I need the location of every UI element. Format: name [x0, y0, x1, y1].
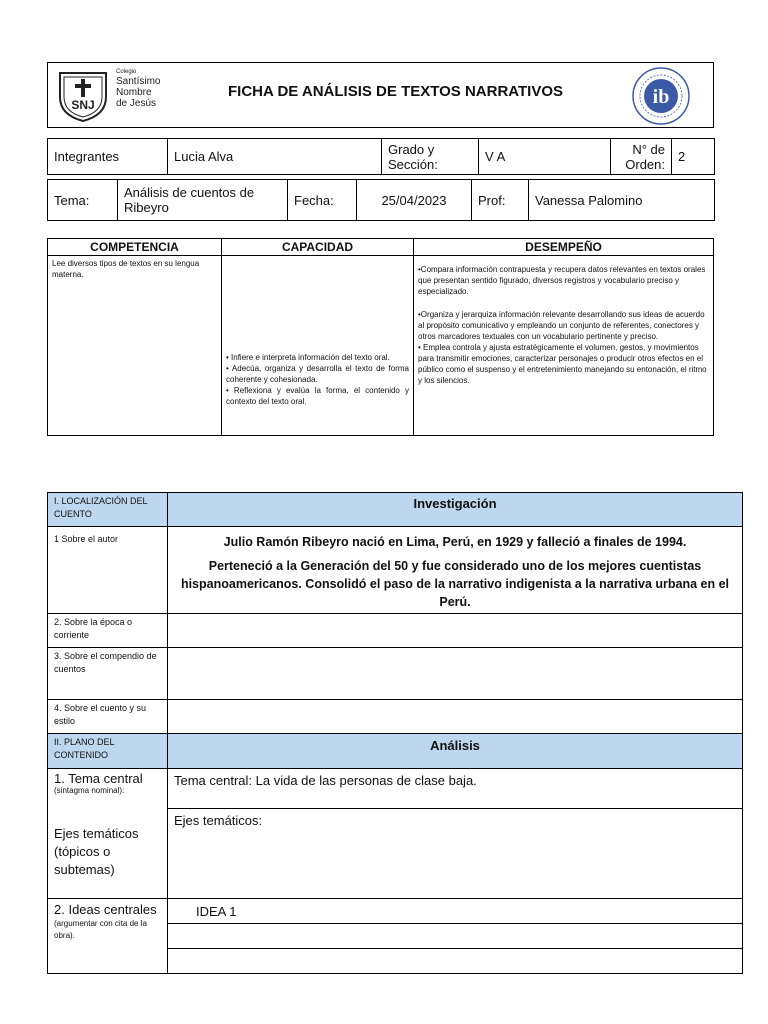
tema-central-value[interactable]: Tema central: La vida de las personas de clase baja.: [168, 769, 743, 809]
ejes-label: Ejes temáticos (tópicos o subtemas): [54, 826, 139, 877]
desempeno-item: • Emplea controla y ajusta estratégicamente el volumen, gestos, y movimientos para transmitir emociones, caracterizar personajes o producir otros efectos en el público como el suspenso y el entretenimiento manejando su entonación, el ritmo y los silencios.: [418, 343, 707, 385]
desempeno-item: •Organiza y jerarquiza información relevante desarrollando sus ideas de acuerdo al propósito comunicativo y empleando un conjunto de referentes, conectores y otros marcadores textuales con un vocabulario pertinente y preciso.: [418, 310, 705, 341]
compendio-label: 3. Sobre el compendio de cuentos: [48, 648, 168, 700]
prof-value[interactable]: Vanessa Palomino: [529, 180, 715, 221]
epoca-value[interactable]: [168, 614, 743, 648]
ib-logo: [631, 66, 691, 126]
estilo-value[interactable]: [168, 700, 743, 734]
section-localizacion-label: I. LOCALIZACIÓN DEL CUENTO: [48, 493, 168, 527]
competencia-text: Lee diversos tipos de textos en su lengua materna.: [48, 256, 222, 436]
info-table: [47, 138, 715, 175]
ideas-label-cell: [48, 899, 168, 974]
document-header: [47, 62, 714, 128]
capacidad-item: • Infiere e interpreta información del texto oral.: [226, 353, 390, 362]
tema-value[interactable]: Análisis de cuentos de Ribeyro: [118, 180, 288, 221]
analysis-table: [47, 492, 743, 974]
orden-value[interactable]: 2: [672, 139, 715, 175]
school-name: Colegio Santísimo Nombre de Jesús: [116, 69, 161, 109]
idea-1[interactable]: IDEA 1: [168, 899, 743, 924]
fecha-value[interactable]: 25/04/2023: [357, 180, 472, 221]
desempenos-cell: [414, 256, 714, 436]
svg-text:SNJ: SNJ: [71, 98, 95, 112]
tema-table: [47, 179, 715, 221]
tema-central-sub: (sintagma nominal):: [54, 786, 125, 795]
autor-paragraph: Perteneció a la Generación del 50 y fue considerado uno de los mejores cuentistas hispanoamericanos. Consolidó el paso de la narrativo indigenista a la narrativa urbana en el Perú.: [180, 559, 730, 609]
tema-label: Tema:: [48, 180, 118, 221]
integrantes-value[interactable]: Lucia Alva: [168, 139, 382, 175]
fecha-label: Fecha:: [288, 180, 357, 221]
section-plano-label: II. PLANO DEL CONTENIDO: [48, 734, 168, 769]
ideas-label: 2. Ideas centrales: [54, 902, 157, 917]
school-logo: [54, 67, 112, 123]
idea-row[interactable]: [168, 924, 743, 949]
capacidad-item: • Adecúa, organiza y desarrolla el texto de forma coherente y cohesionada.: [226, 364, 409, 384]
integrantes-label: Integrantes: [48, 139, 168, 175]
autor-paragraph: Julio Ramón Ribeyro nació en Lima, Perú, en 1929 y falleció a finales de 1994.: [223, 535, 687, 549]
capacidades-cell: [222, 256, 414, 436]
investigacion-header: Investigación: [168, 493, 743, 527]
idea-row[interactable]: [168, 949, 743, 974]
competencia-table: [47, 238, 714, 436]
orden-label: N° de Orden:: [611, 139, 672, 175]
col-capacidad: CAPACIDAD: [222, 239, 414, 256]
epoca-label: 2. Sobre la época o corriente: [48, 614, 168, 648]
desempeno-item: •Compara información contrapuesta y recupera datos relevantes en textos orales que presentan sentido figurado, diversos registros y vocabulario preciso y especializado.: [418, 265, 706, 296]
svg-text:ib: ib: [652, 86, 670, 108]
capacidad-item: • Reflexiona y evalúa la forma, el contenido y contexto del texto oral.: [226, 386, 409, 406]
grado-value[interactable]: V A: [479, 139, 611, 175]
grado-label: Grado y Sección:: [382, 139, 479, 175]
compendio-value[interactable]: [168, 648, 743, 700]
analisis-header: Análisis: [168, 734, 743, 769]
tema-central-label-cell: [48, 769, 168, 899]
ejes-value[interactable]: Ejes temáticos:: [168, 809, 743, 899]
tema-central-label: 1. Tema central: [54, 771, 143, 786]
col-desempeno: DESEMPEÑO: [414, 239, 714, 256]
autor-cell[interactable]: [168, 527, 743, 614]
prof-label: Prof:: [472, 180, 529, 221]
col-competencia: COMPETENCIA: [48, 239, 222, 256]
ideas-sub: (argumentar con cita de la obra).: [54, 919, 147, 940]
estilo-label: 4. Sobre el cuento y su estilo: [48, 700, 168, 734]
page-title: FICHA DE ANÁLISIS DE TEXTOS NARRATIVOS: [228, 83, 564, 100]
autor-label: 1 Sobre el autor: [48, 527, 168, 614]
